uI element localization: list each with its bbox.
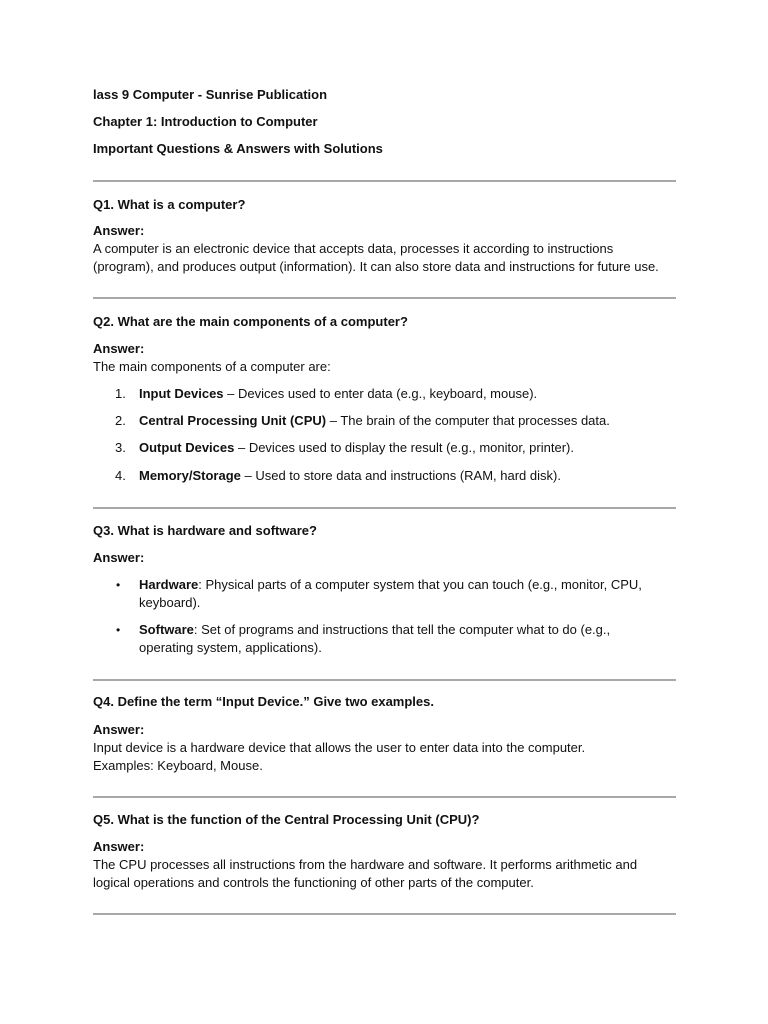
divider xyxy=(93,297,676,299)
divider xyxy=(93,180,676,182)
question-2: Q2. What are the main components of a computer? xyxy=(93,314,408,329)
answer-4-line-2: Examples: Keyboard, Mouse. xyxy=(93,758,263,773)
section-subtitle: Important Questions & Answers with Solutions xyxy=(93,141,383,156)
divider xyxy=(93,913,676,915)
list-item-description: – Devices used to enter data (e.g., keyboard, mouse). xyxy=(223,386,538,401)
chapter-title: Chapter 1: Introduction to Computer xyxy=(93,114,318,129)
list-number: 1. xyxy=(115,386,126,401)
answer-label-3: Answer: xyxy=(93,550,145,565)
list-item-term: Input Devices xyxy=(139,386,224,401)
answer-2-intro: The main components of a computer are: xyxy=(93,359,331,374)
list-number: 3. xyxy=(115,440,126,455)
answer-1-text: A computer is an electronic device that accepts data, processes it according to instructions (program), and produces output (information). It can also store data and instructions for future use. xyxy=(93,241,659,274)
bullet-item-description: : Set of programs and instructions that tell the computer what to do (e.g., operating system, applications). xyxy=(139,622,611,655)
list-item-description: – Used to store data and instructions (RAM, hard disk). xyxy=(240,468,561,483)
answer-4-line-1: Input device is a hardware device that allows the user to enter data into the computer. xyxy=(93,740,586,755)
document-title: lass 9 Computer - Sunrise Publication xyxy=(93,87,328,102)
list-item-description: – The brain of the computer that processes data. xyxy=(326,413,610,428)
divider xyxy=(93,507,676,509)
bullet-icon: • xyxy=(116,623,121,637)
bullet-item-term: Software xyxy=(139,622,194,637)
divider xyxy=(93,796,676,798)
list-item-term: Output Devices xyxy=(139,440,235,455)
answer-5-text: The CPU processes all instructions from the hardware and software. It performs arithmetic and logical operations and controls the functioning of other parts of the computer. xyxy=(93,857,638,890)
bullet-item-description: : Physical parts of a computer system that you can touch (e.g., monitor, CPU, keyboard). xyxy=(139,577,642,610)
list-number: 2. xyxy=(115,413,126,428)
answer-label-2: Answer: xyxy=(93,341,145,356)
answer-label-5: Answer: xyxy=(93,839,145,854)
question-3: Q3. What is hardware and software? xyxy=(93,523,317,538)
list-item-term: Memory/Storage xyxy=(139,468,241,483)
question-5: Q5. What is the function of the Central Processing Unit (CPU)? xyxy=(93,812,480,827)
divider xyxy=(93,679,676,681)
bullet-item-term: Hardware xyxy=(139,577,199,592)
list-number: 4. xyxy=(115,468,126,483)
answer-label-1: Answer: xyxy=(93,223,145,238)
question-1: Q1. What is a computer? xyxy=(93,197,246,212)
list-item-term: Central Processing Unit (CPU) xyxy=(139,413,327,428)
list-item-description: – Devices used to display the result (e.g., monitor, printer). xyxy=(234,440,574,455)
question-4: Q4. Define the term “Input Device.” Give two examples. xyxy=(93,694,434,709)
bullet-icon: • xyxy=(116,578,121,592)
answer-label-4: Answer: xyxy=(93,722,145,737)
